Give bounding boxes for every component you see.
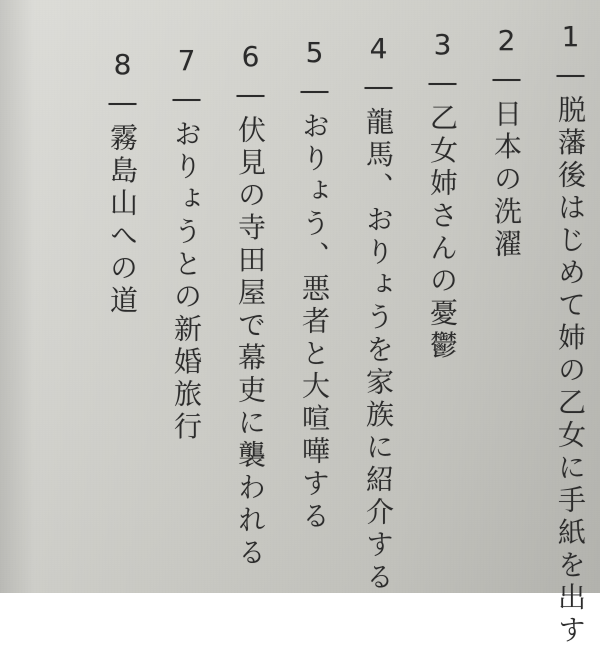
toc-entry-3[interactable]: 3―乙女姉さんの憂鬱 bbox=[426, 28, 459, 363]
toc-entry-8[interactable]: 8―霧島山への道 bbox=[106, 48, 139, 318]
toc-entry-2[interactable]: 2―日本の洗濯 bbox=[490, 24, 523, 262]
table-of-contents bbox=[14, 18, 587, 648]
toc-entry-4[interactable]: 4―龍馬、おりょうを家族に紹介する bbox=[362, 32, 395, 595]
toc-entry-5[interactable]: 5―おりょう、悪者と大喧嘩する bbox=[298, 36, 331, 534]
toc-entry-1[interactable]: 1―脱藩後はじめて姉の乙女に手紙を出す bbox=[554, 20, 587, 648]
toc-entry-6[interactable]: 6―伏見の寺田屋で幕吏に襲われる bbox=[234, 40, 267, 570]
toc-entry-7[interactable]: 7―おりょうとの新婚旅行 bbox=[170, 44, 203, 444]
